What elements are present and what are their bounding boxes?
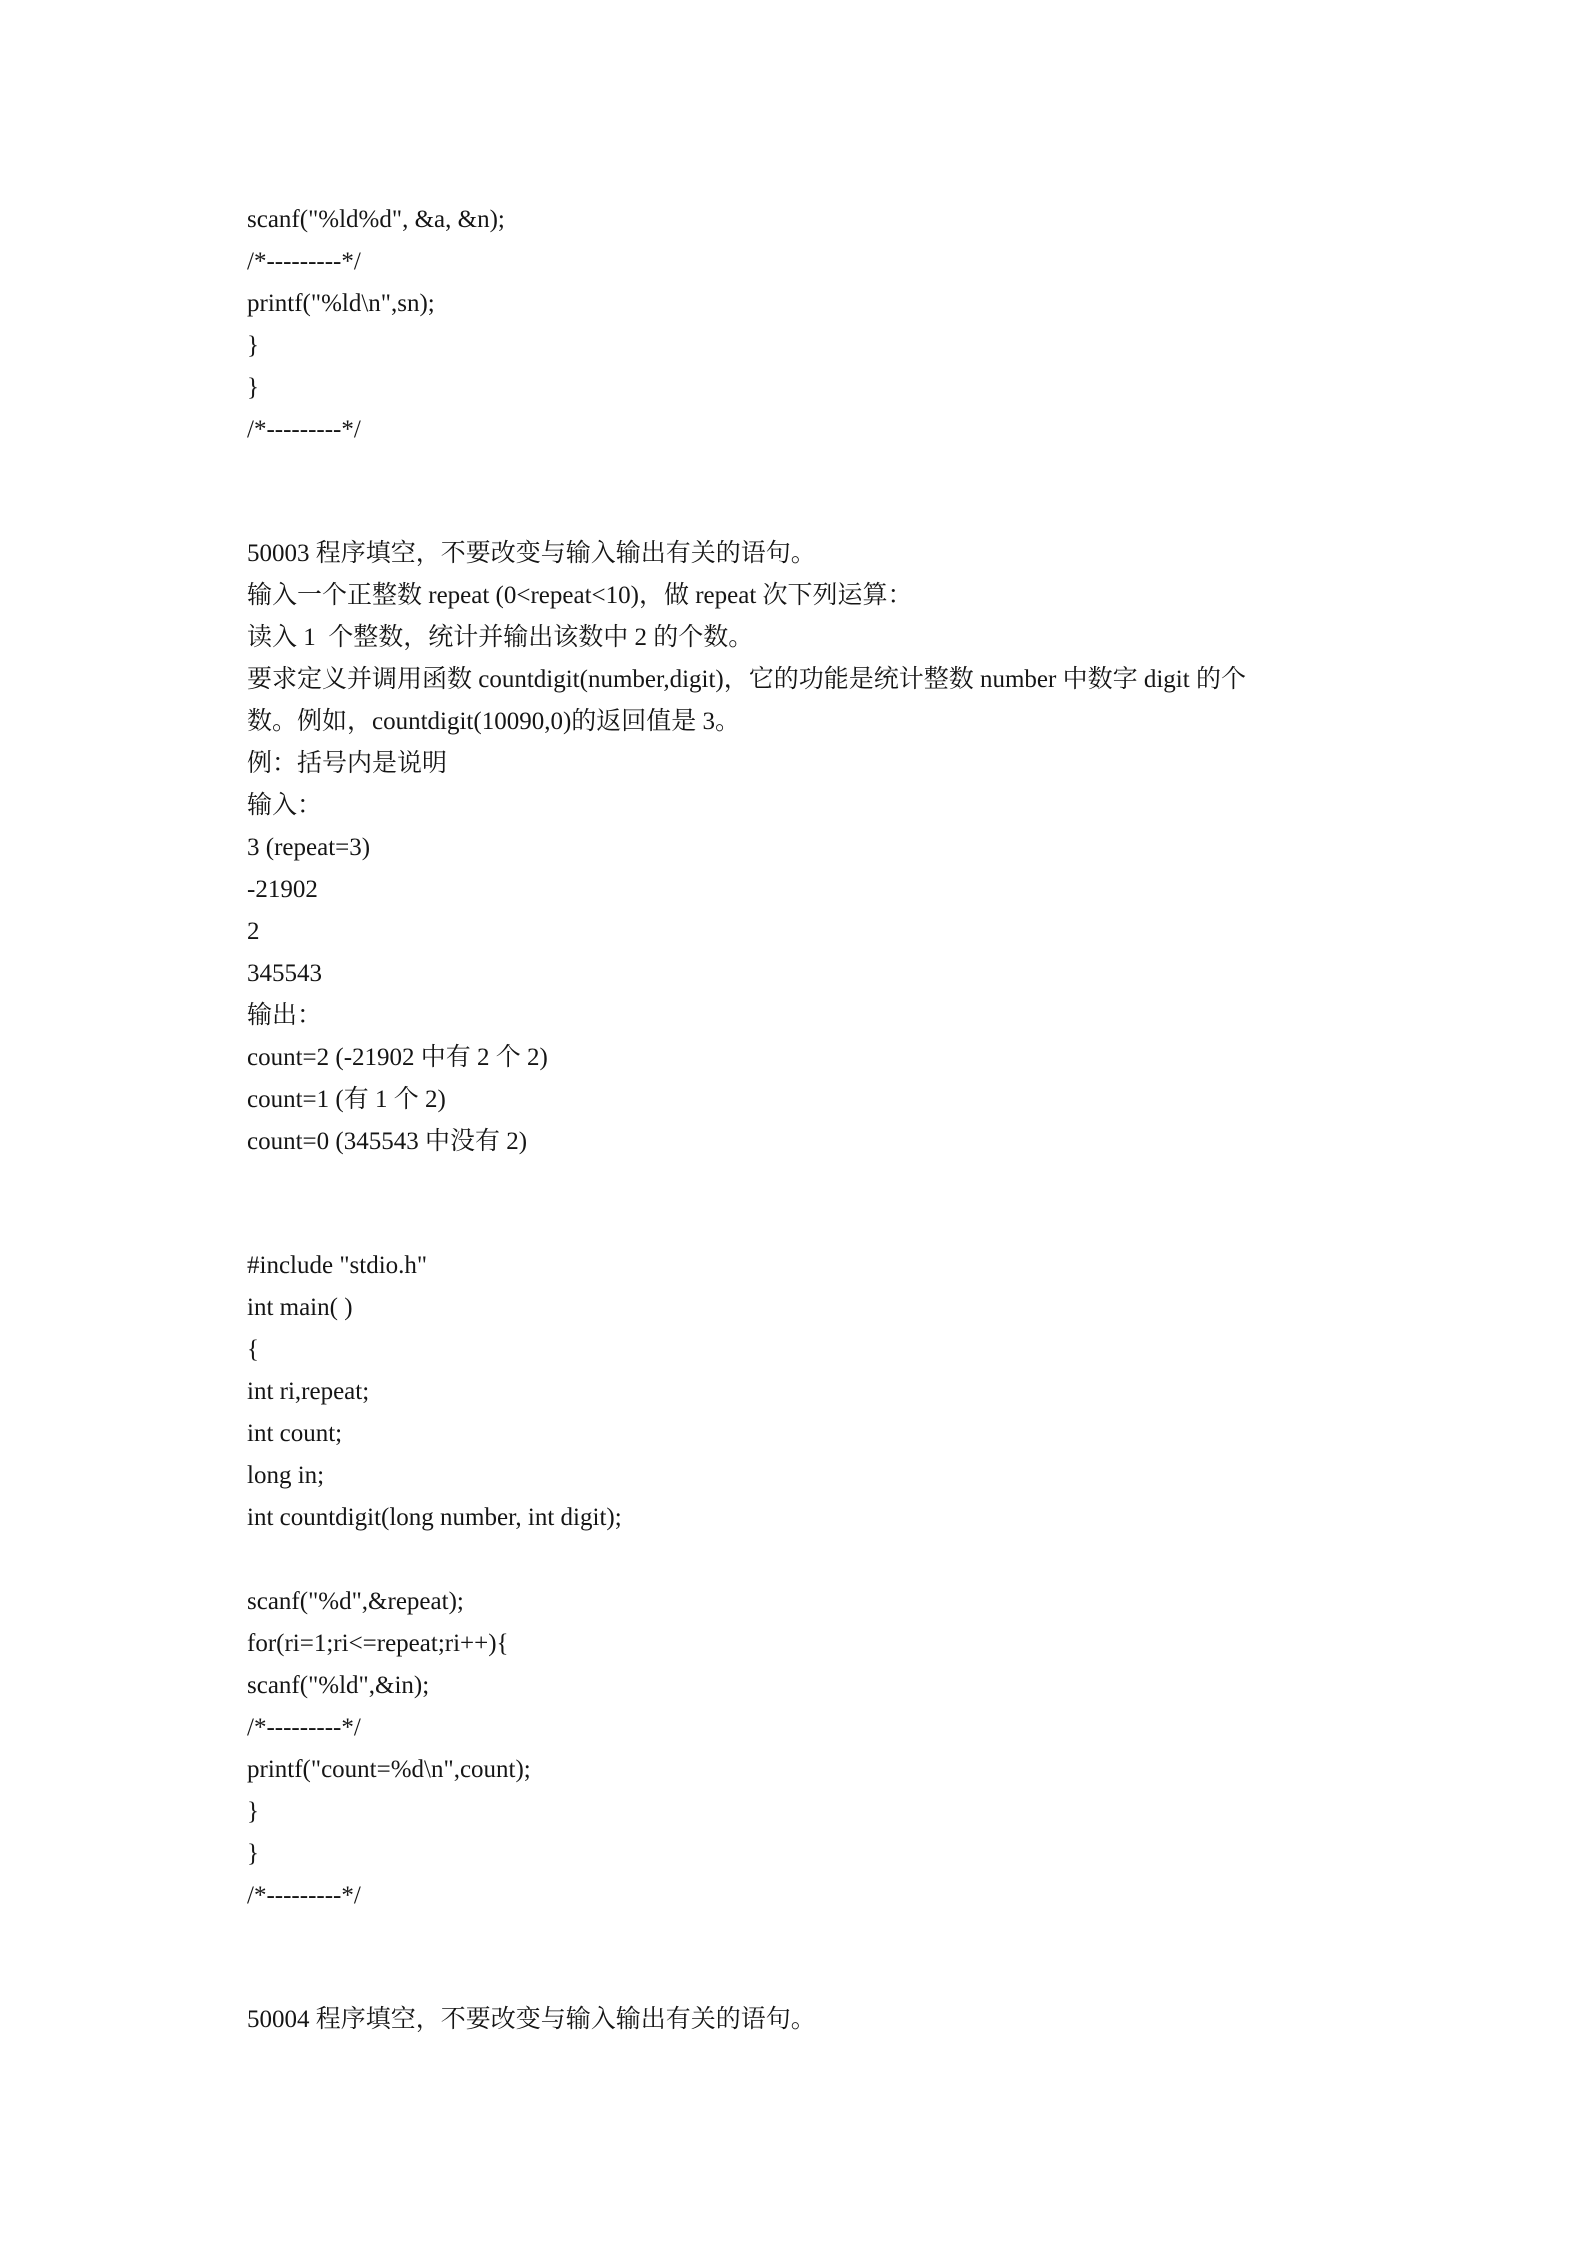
code-line: int ri,repeat;	[247, 1378, 370, 1405]
code-line: long in;	[247, 1462, 325, 1489]
code-line: int countdigit(long number, int digit);	[247, 1504, 622, 1531]
code-line: int main( )	[247, 1294, 353, 1321]
input-line: -21902	[247, 876, 318, 903]
code-comment-divider: /*---------*/	[247, 248, 361, 275]
input-label: 输入：	[247, 792, 323, 819]
problem-description-line: 数。例如，countdigit(10090,0)的返回值是 3。	[247, 708, 741, 735]
code-line: }	[247, 374, 259, 401]
code-line: int count;	[247, 1420, 343, 1447]
code-line: }	[247, 332, 259, 359]
code-line: {	[247, 1336, 259, 1363]
code-comment-divider: /*---------*/	[247, 416, 361, 443]
input-line: 2	[247, 918, 260, 945]
code-line: scanf("%ld",&in);	[247, 1672, 430, 1699]
output-line: count=2 (-21902 中有 2 个 2)	[247, 1044, 548, 1071]
code-line: }	[247, 1798, 259, 1825]
problem-heading-50004: 50004 程序填空，不要改变与输入输出有关的语句。	[247, 2006, 816, 2033]
input-line: 3 (repeat=3)	[247, 834, 371, 861]
output-label: 输出：	[247, 1002, 323, 1029]
problem-description-line: 例：括号内是说明	[247, 750, 448, 777]
code-line: #include "stdio.h"	[247, 1252, 428, 1279]
code-line: }	[247, 1840, 259, 1867]
problem-description-line: 读入 1 个整数，统计并输出该数中 2 的个数。	[247, 624, 754, 651]
output-line: count=1 (有 1 个 2)	[247, 1086, 446, 1113]
code-comment-divider: /*---------*/	[247, 1714, 361, 1741]
code-line: scanf("%ld%d", &a, &n);	[247, 206, 505, 233]
problem-heading-50003: 50003 程序填空，不要改变与输入输出有关的语句。	[247, 540, 816, 567]
code-comment-divider: /*---------*/	[247, 1882, 361, 1909]
code-line: printf("count=%d\n",count);	[247, 1756, 531, 1783]
problem-description-line: 输入一个正整数 repeat (0<repeat<10)，做 repeat 次下列运算：	[247, 582, 913, 609]
output-line: count=0 (345543 中没有 2)	[247, 1128, 528, 1155]
code-line: scanf("%d",&repeat);	[247, 1588, 464, 1615]
input-line: 345543	[247, 960, 322, 987]
code-line: for(ri=1;ri<=repeat;ri++){	[247, 1630, 509, 1657]
code-line: printf("%ld\n",sn);	[247, 290, 435, 317]
problem-description-line: 要求定义并调用函数 countdigit(number,digit)，它的功能是统计整数 number 中数字 digit 的个	[247, 666, 1246, 693]
